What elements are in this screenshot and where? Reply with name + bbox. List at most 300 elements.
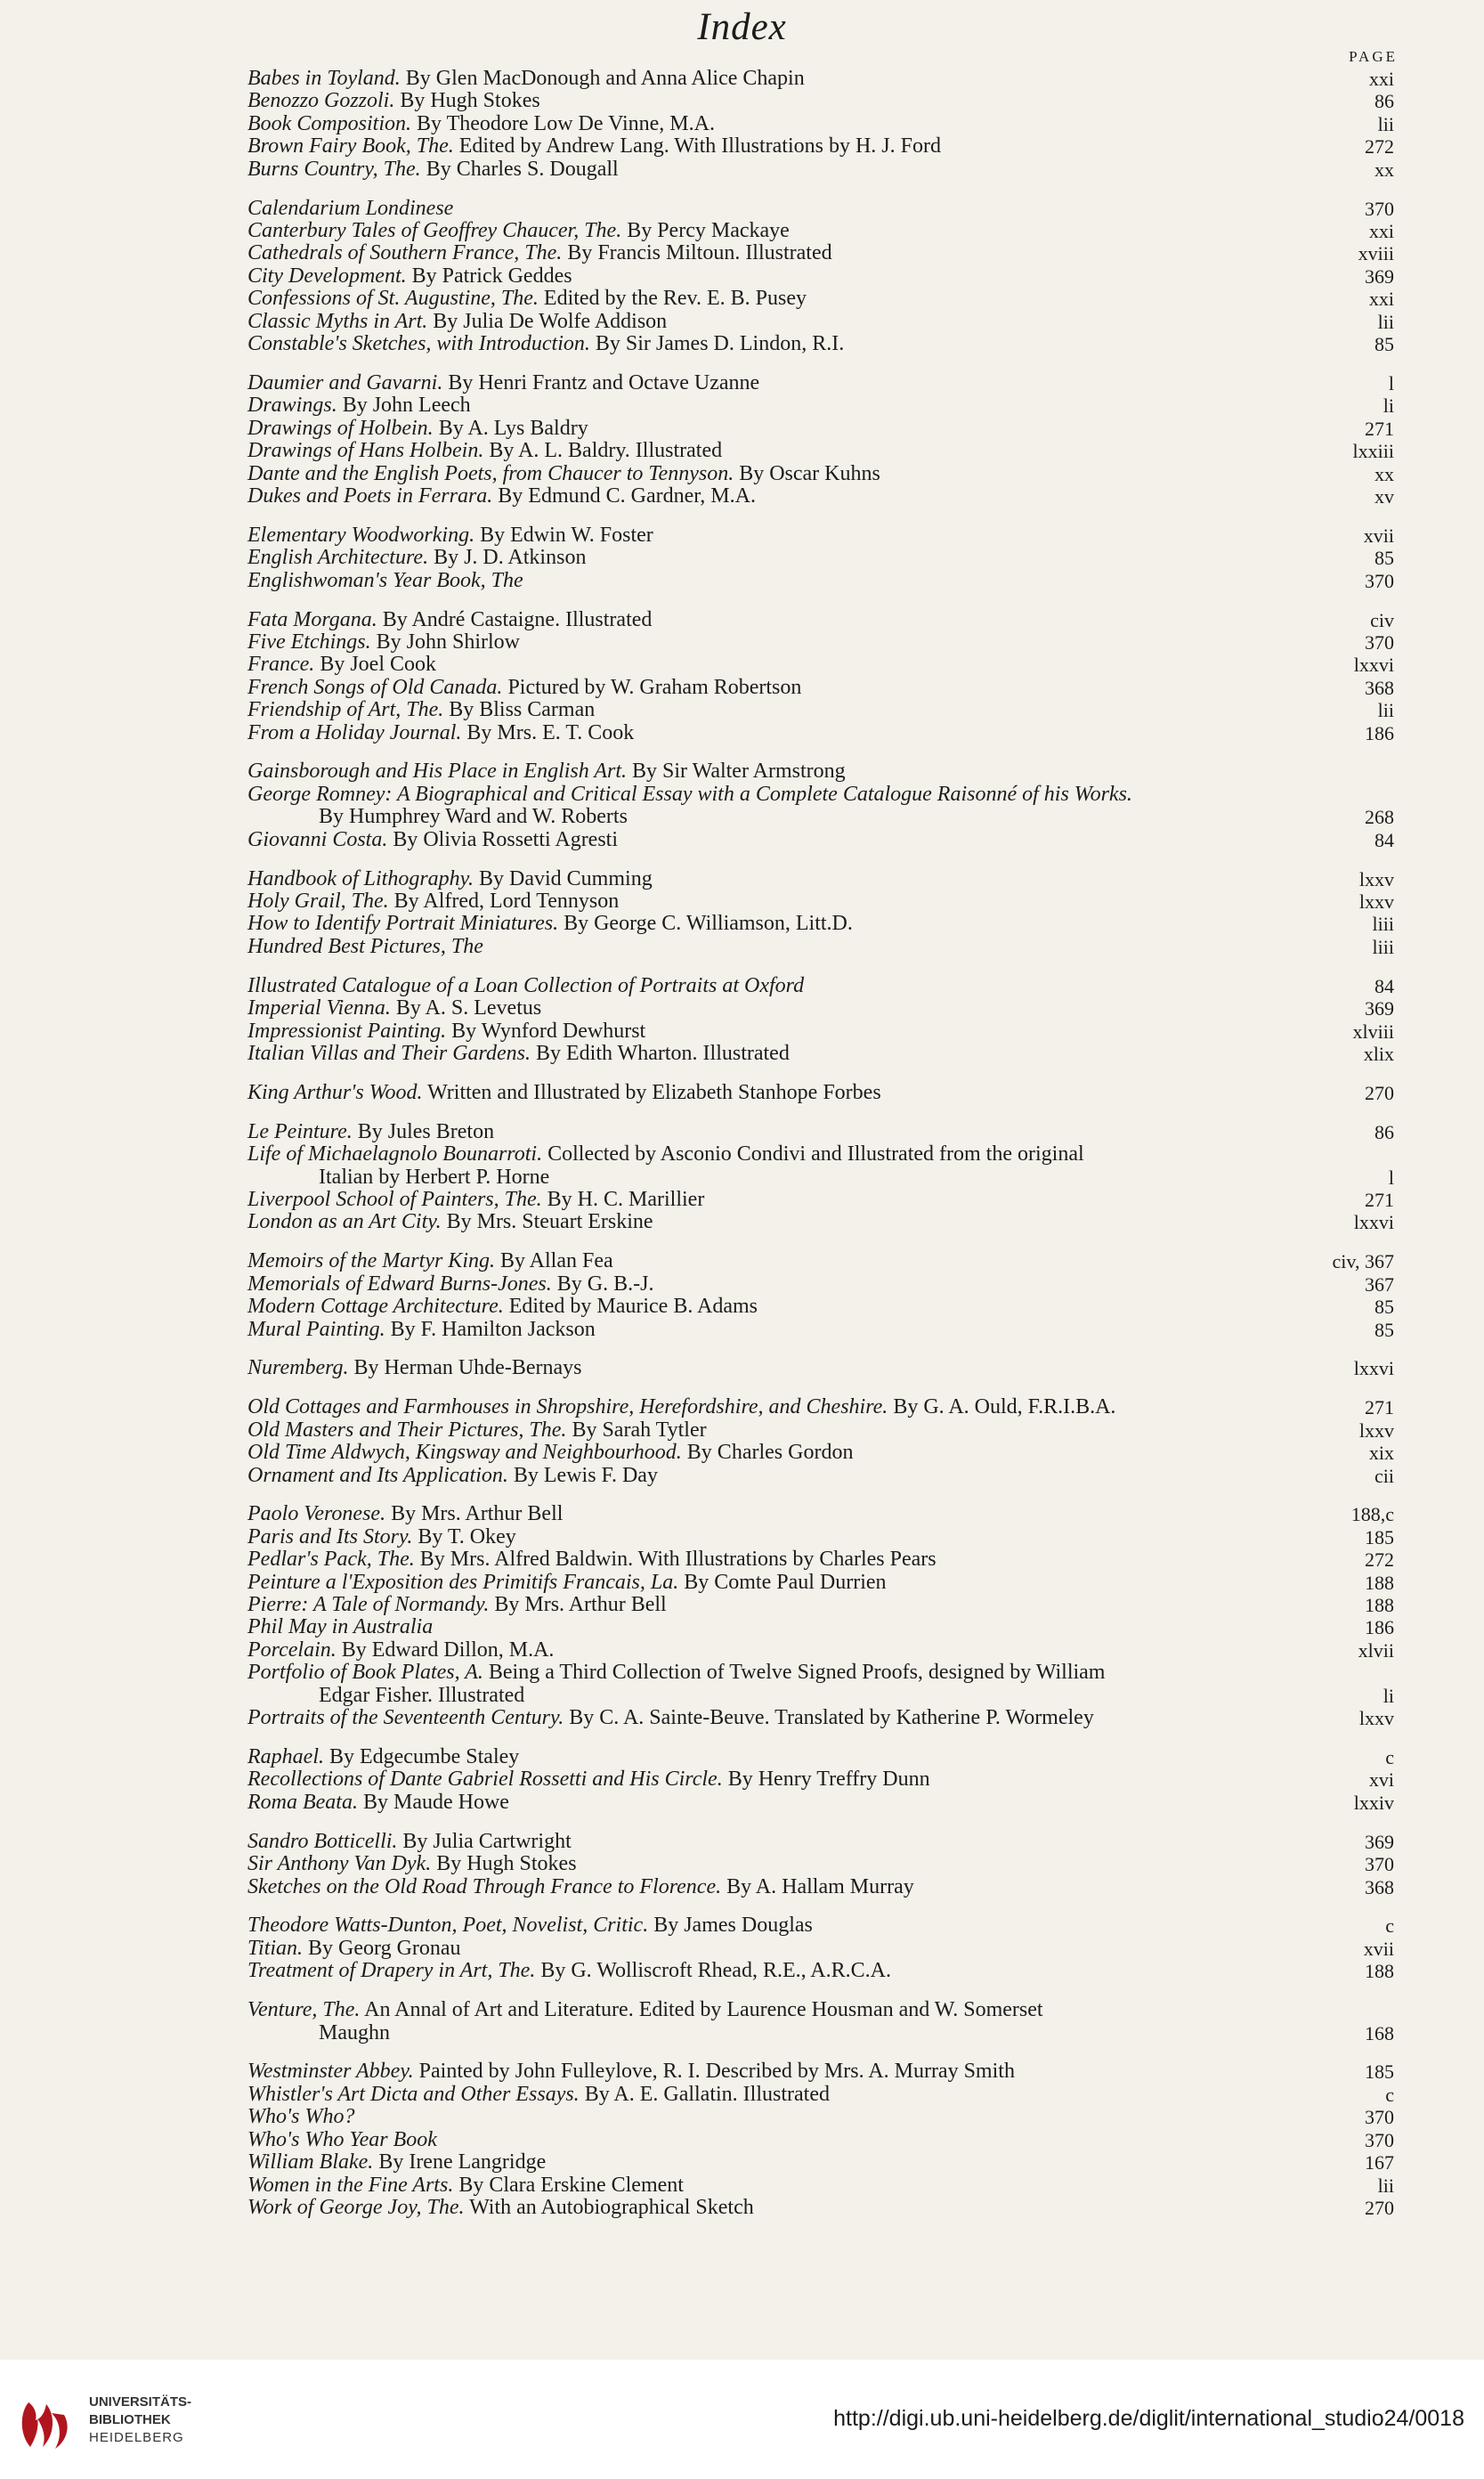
index-group: [247, 1357, 1405, 1379]
entry-description: By Edmund C. Gardner, M.A.: [498, 484, 756, 508]
index-entry: [247, 890, 1405, 913]
entry-title: Old Cottages and Farmhouses in Shropshire, Herefordshire, and Cheshire.: [247, 1395, 888, 1419]
entry-page-number: 271: [1365, 1188, 1394, 1211]
entry-title: From a Holiday Journal.: [247, 720, 462, 744]
entry-page-number: 370: [1365, 569, 1394, 592]
entry-title: Drawings of Holbein.: [247, 416, 434, 440]
entry-description: By David Cumming: [479, 866, 653, 890]
entry-description: By Hugh Stokes: [400, 89, 540, 113]
entry-continuation: Italian by Herbert P. Horne: [319, 1165, 550, 1189]
entry-page-number: 85: [1375, 1296, 1394, 1319]
entry-title: William Blake.: [247, 2150, 374, 2174]
index-entry: [247, 1768, 1405, 1791]
entry-description: By C. A. Sainte-Beuve. Translated by Katherine P. Wormeley: [569, 1706, 1094, 1730]
entry-description: By Francis Miltoun. Illustrated: [567, 241, 832, 265]
entry-title: Englishwoman's Year Book, The: [247, 568, 523, 592]
index-entry: [247, 913, 1405, 935]
entry-title: Burns Country, The.: [247, 157, 421, 181]
entry-page-number: 268: [1365, 806, 1394, 829]
index-entry: [247, 242, 1405, 264]
entry-description: By Allan Fea: [499, 1249, 613, 1273]
entry-title: Women in the Fine Arts.: [247, 2173, 454, 2197]
entry-description: By Wynford Dewhurst: [451, 1019, 646, 1043]
entry-page-number: civ, 367: [1332, 1250, 1394, 1273]
entry-title: Mural Painting.: [247, 1317, 385, 1341]
entry-description: By T. Okey: [418, 1524, 516, 1548]
entry-title: English Architecture.: [247, 546, 429, 570]
entry-description: Being a Third Collection of Twelve Signed Proofs, designed by William: [488, 1661, 1106, 1685]
logo-line-3: HEIDELBERG: [89, 2430, 184, 2445]
entry-description: By Edgecumbe Staley: [328, 1745, 520, 1768]
index-entry: [247, 1319, 1405, 1341]
index-entry: [247, 1938, 1405, 1960]
entry-title: Who's Who?: [247, 2105, 355, 2129]
entry-page-number: 271: [1365, 417, 1394, 440]
entry-page-number: xlviii: [1352, 1020, 1394, 1043]
entry-title: Who's Who Year Book: [247, 2127, 437, 2151]
entry-title: Elementary Woodworking.: [247, 523, 475, 547]
entry-description: By Herman Uhde-Bernays: [353, 1356, 582, 1380]
index-entry: [247, 1792, 1405, 1814]
entry-title: Drawings.: [247, 394, 337, 418]
entry-description: By Charles S. Dougall: [426, 157, 619, 181]
index-entry: [247, 372, 1405, 394]
index-group: [247, 1121, 1405, 1234]
entry-description: With an Autobiographical Sketch: [469, 2195, 754, 2219]
entry-title: Gainsborough and His Place in English Art.: [247, 760, 627, 784]
entry-description: By Mrs. Arthur Bell: [494, 1593, 667, 1617]
entry-title: Giovanni Costa.: [247, 827, 388, 851]
index-entry: [247, 699, 1405, 721]
entry-title: Titian.: [247, 1936, 304, 1960]
index-entry: [247, 524, 1405, 547]
index-entry: [247, 394, 1405, 417]
entry-continuation: Maughn: [319, 2020, 390, 2044]
entry-title: Sketches on the Old Road Through France to Florence.: [247, 1874, 722, 1898]
entry-title: Recollections of Dante Gabriel Rossetti and His Circle.: [247, 1768, 723, 1792]
entry-page-number: lxxiv: [1353, 1791, 1394, 1814]
index-group: [247, 372, 1405, 508]
entry-page-number: xlvii: [1358, 1638, 1394, 1662]
entry-page-number: 369: [1365, 997, 1394, 1020]
entry-title: Liverpool School of Painters, The.: [247, 1187, 542, 1211]
entry-description: By Sarah Tytler: [572, 1418, 707, 1442]
entry-title: Peinture a l'Exposition des Primitifs Francais, La.: [247, 1570, 679, 1594]
entry-description: By Alfred, Lord Tennyson: [393, 890, 620, 913]
entry-page-number: lxxvi: [1353, 1357, 1394, 1380]
index-entry: [247, 997, 1405, 1020]
entry-page-number: li: [1383, 394, 1394, 418]
index-entry: [247, 1914, 1405, 1937]
index-entry: [247, 311, 1405, 333]
entry-description: By G. Wolliscroft Rhead, R.E., A.R.C.A.: [540, 1959, 891, 1983]
entry-page-number: 369: [1365, 1830, 1394, 1853]
entry-page-number: l: [1388, 371, 1394, 394]
entry-title: Paris and Its Story.: [247, 1524, 413, 1548]
entry-title: Nuremberg.: [247, 1356, 349, 1380]
entry-description: An Annal of Art and Literature. Edited by Laurence Housman and W. Somerset: [364, 1998, 1043, 2022]
entry-description: Collected by Asconio Condivi and Illustrated from the original: [547, 1142, 1084, 1166]
entry-page-number: 369: [1365, 264, 1394, 288]
entry-description: By Charles Gordon: [686, 1441, 854, 1465]
index-entry: [247, 1999, 1405, 2044]
entry-description: By Oscar Kuhns: [739, 461, 880, 485]
entry-title: Sir Anthony Van Dyk.: [247, 1852, 432, 1876]
entry-page-number: 186: [1365, 1616, 1394, 1639]
index-group: [247, 1999, 1405, 2044]
entry-page-number: xvii: [1363, 524, 1394, 547]
entry-title: Five Etchings.: [247, 630, 371, 654]
entry-page-number: xxi: [1368, 219, 1394, 242]
entry-title: Handbook of Lithography.: [247, 866, 474, 890]
entry-description: By Olivia Rossetti Agresti: [393, 827, 619, 851]
index-entry: [247, 829, 1405, 851]
index-entry: [247, 868, 1405, 890]
index-entry: [247, 1143, 1405, 1189]
index-entry: [247, 1831, 1405, 1853]
entry-title: London as an Art City.: [247, 1210, 442, 1234]
index-group: [247, 1914, 1405, 1982]
entry-title: Constable's Sketches, with Introduction.: [247, 331, 590, 355]
entry-description: By Maude Howe: [362, 1790, 509, 1814]
entry-description: By André Castaigne. Illustrated: [382, 607, 653, 631]
index-entry: [247, 1211, 1405, 1233]
entry-title: Whistler's Art Dicta and Other Essays.: [247, 2082, 580, 2106]
entry-description: By Glen MacDonough and Anna Alice Chapin: [405, 67, 805, 90]
index-entry: [247, 2197, 1405, 2219]
index-entry: [247, 1121, 1405, 1143]
index-entry: [247, 2129, 1405, 2151]
entry-title: Old Masters and Their Pictures, The.: [247, 1418, 567, 1442]
index-entry: [247, 113, 1405, 135]
entry-description: By G. B.-J.: [556, 1272, 654, 1296]
entry-page-number: xviii: [1358, 242, 1394, 265]
index-group: [247, 609, 1405, 744]
entry-description: By Mrs. Arthur Bell: [391, 1502, 564, 1526]
entry-page-number: 271: [1365, 1396, 1394, 1419]
index-entry: [247, 2106, 1405, 2128]
index-entry: [247, 1548, 1405, 1571]
index-entry: [247, 1465, 1405, 1487]
index-entry: [247, 90, 1405, 112]
entry-description: Painted by John Fulleylove, R. I. Described by Mrs. A. Murray Smith: [418, 2060, 1015, 2084]
entry-description: By Joel Cook: [320, 653, 436, 677]
index-entry: [247, 440, 1405, 462]
entry-page-number: 270: [1365, 1081, 1394, 1104]
entry-description: By George C. Williamson, Litt.D.: [564, 912, 853, 936]
entry-page-number: 370: [1365, 2128, 1394, 2151]
entry-page-number: liii: [1372, 913, 1394, 936]
entry-title: Pedlar's Pack, The.: [247, 1548, 415, 1572]
entry-page-number: lii: [1377, 310, 1394, 333]
index-entry: [247, 1876, 1405, 1898]
entry-page-number: 270: [1365, 2196, 1394, 2219]
entry-page-number: 85: [1375, 547, 1394, 570]
entry-title: Brown Fairy Book, The.: [247, 134, 454, 158]
entry-description: By Jules Breton: [357, 1119, 495, 1143]
entry-description: By A. E. Gallatin. Illustrated: [584, 2082, 830, 2106]
entry-title: Cathedrals of Southern France, The.: [247, 241, 563, 265]
entry-description: By Patrick Geddes: [411, 264, 572, 288]
footer-bar: [0, 2360, 1484, 2479]
entry-title: Venture, The.: [247, 1998, 361, 2022]
entry-description: By J. D. Atkinson: [434, 546, 587, 570]
index-entry: [247, 333, 1405, 355]
entry-continuation: Edgar Fisher. Illustrated: [319, 1683, 525, 1707]
entry-title: Modern Cottage Architecture.: [247, 1295, 504, 1319]
entry-description: By Sir James D. Lindon, R.I.: [595, 331, 845, 355]
entry-page-number: lxxvi: [1353, 1211, 1394, 1234]
entry-page-number: 272: [1365, 1548, 1394, 1572]
index-group: [247, 1250, 1405, 1341]
index-entry: [247, 2084, 1405, 2106]
entry-title: France.: [247, 653, 315, 677]
index-group: [247, 2060, 1405, 2219]
index-entry: [247, 1442, 1405, 1464]
entry-page-number: 167: [1365, 2151, 1394, 2174]
entry-title: Classic Myths in Art.: [247, 309, 428, 333]
index-entry: [247, 1043, 1405, 1065]
index-group: [247, 1503, 1405, 1729]
entry-description: By H. C. Marillier: [547, 1187, 705, 1211]
entry-description: By Hugh Stokes: [436, 1852, 577, 1876]
entry-page-number: 370: [1365, 2106, 1394, 2129]
entry-page-number: lxxv: [1358, 867, 1394, 890]
entry-page-number: 185: [1365, 2060, 1394, 2084]
entry-description: By Julia Cartwright: [402, 1829, 572, 1853]
index-group: [247, 198, 1405, 356]
index-entry: [247, 547, 1405, 569]
index-entry: [247, 2174, 1405, 2197]
entry-page-number: 188,c: [1350, 1503, 1394, 1526]
entry-page-number: xix: [1368, 1442, 1394, 1465]
entry-title: Portfolio of Book Plates, A.: [247, 1661, 483, 1685]
entry-title: Imperial Vienna.: [247, 996, 391, 1020]
index-entry: [247, 1616, 1405, 1638]
page-title: Index: [697, 6, 787, 48]
logo-line-2: BIBLIOTHEK: [89, 2412, 171, 2427]
entry-page-number: 188: [1365, 1594, 1394, 1617]
entry-title: Theodore Watts-Dunton, Poet, Novelist, Critic.: [247, 1914, 649, 1938]
entry-page-number: civ: [1370, 608, 1394, 631]
index-entry: [247, 1594, 1405, 1616]
entry-page-number: xlix: [1363, 1042, 1394, 1065]
index-entry: [247, 1960, 1405, 1982]
entry-title: Paolo Veronese.: [247, 1502, 386, 1526]
index-entry: [247, 265, 1405, 288]
entry-title: Raphael.: [247, 1745, 324, 1768]
index-list: [247, 68, 1405, 2236]
index-entry: [247, 760, 1405, 783]
entry-description: By A. Hallam Murray: [726, 1874, 914, 1898]
entry-title: How to Identify Portrait Miniatures.: [247, 912, 559, 936]
index-group: [247, 68, 1405, 181]
entry-description: Edited by Andrew Lang. With Illustrations by H. J. Ford: [458, 134, 941, 158]
index-entry: [247, 1707, 1405, 1729]
index-entry: [247, 1746, 1405, 1768]
entry-page-number: 370: [1365, 1853, 1394, 1876]
entry-description: By John Leech: [342, 394, 471, 418]
entry-page-number: lii: [1377, 112, 1394, 135]
entry-title: Confessions of St. Augustine, The.: [247, 287, 539, 311]
entry-page-number: xv: [1375, 484, 1394, 508]
logo-line-1: UNIVERSITÄTS-: [89, 2394, 192, 2410]
entry-title: Ornament and Its Application.: [247, 1463, 508, 1487]
source-url-link[interactable]: http://digi.ub.uni-heidelberg.de/diglit/international_studio24/0018: [833, 2406, 1464, 2431]
entry-title: King Arthur's Wood.: [247, 1080, 423, 1104]
entry-page-number: 84: [1375, 974, 1394, 997]
entry-page-number: xxi: [1368, 68, 1394, 90]
index-entry: [247, 975, 1405, 997]
entry-page-number: l: [1388, 1166, 1394, 1189]
index-entry: [247, 1419, 1405, 1442]
entry-page-number: 168: [1365, 2021, 1394, 2044]
entry-description: By F. Hamilton Jackson: [390, 1317, 596, 1341]
entry-title: Pierre: A Tale of Normandy.: [247, 1593, 490, 1617]
index-entry: [247, 68, 1405, 90]
index-group: [247, 868, 1405, 959]
index-entry: [247, 158, 1405, 181]
entry-title: Dukes and Poets in Ferrara.: [247, 484, 493, 508]
entry-description: By Mrs. E. T. Cook: [466, 720, 635, 744]
index-entry: [247, 784, 1405, 829]
entry-page-number: 188: [1365, 1571, 1394, 1594]
entry-title: Memoirs of the Martyr King.: [247, 1249, 495, 1273]
entry-title: Work of George Joy, The.: [247, 2195, 465, 2219]
entry-page-number: 367: [1365, 1272, 1394, 1296]
index-entry: [247, 198, 1405, 220]
entry-title: Holy Grail, The.: [247, 890, 389, 913]
entry-description: By James Douglas: [653, 1914, 813, 1938]
index-group: [247, 524, 1405, 592]
index-entry: [247, 288, 1405, 310]
entry-title: Calendarium Londinese: [247, 196, 454, 220]
entry-page-number: li: [1383, 1684, 1394, 1707]
entry-page-number: xxi: [1368, 288, 1394, 311]
entry-title: Canterbury Tales of Geoffrey Chaucer, The.: [247, 218, 622, 242]
index-entry: [247, 2060, 1405, 2083]
index-entry: [247, 609, 1405, 631]
entry-description: By Mrs. Alfred Baldwin. With Illustrations by Charles Pears: [419, 1548, 937, 1572]
entry-description: By Georg Gronau: [308, 1936, 461, 1960]
entry-page-number: xvi: [1368, 1768, 1394, 1792]
entry-page-number: lxxvi: [1353, 654, 1394, 677]
entry-title: Hundred Best Pictures, The: [247, 934, 483, 958]
entry-page-number: 84: [1375, 828, 1394, 851]
entry-description: By A. L. Baldry. Illustrated: [489, 439, 723, 463]
index-entry: [247, 418, 1405, 440]
entry-page-number: 370: [1365, 630, 1394, 654]
index-entry: [247, 1020, 1405, 1043]
entry-title: Impressionist Painting.: [247, 1019, 447, 1043]
index-entry: [247, 1082, 1405, 1104]
index-entry: [247, 677, 1405, 699]
index-entry: [247, 631, 1405, 654]
entry-continuation: By Humphrey Ward and W. Roberts: [319, 805, 628, 829]
entry-description: By G. A. Ould, F.R.I.B.A.: [893, 1395, 1116, 1419]
index-group: [247, 1082, 1405, 1104]
entry-title: Daumier and Gavarni.: [247, 370, 443, 394]
entry-page-number: 85: [1375, 332, 1394, 355]
entry-page-number: 368: [1365, 1875, 1394, 1898]
entry-title: Roma Beata.: [247, 1790, 358, 1814]
entry-description: Edited by Maurice B. Adams: [508, 1295, 758, 1319]
page-column-label: PAGE: [1349, 48, 1398, 65]
index-group: [247, 975, 1405, 1066]
entry-page-number: 368: [1365, 676, 1394, 699]
entry-title: George Romney: A Biographical and Critical Essay with a Complete Catalogue Raisonné of his Works.: [247, 782, 1132, 806]
index-entry: [247, 1662, 1405, 1707]
entry-title: Illustrated Catalogue of a Loan Collection of Portraits at Oxford: [247, 973, 805, 997]
index-entry: [247, 570, 1405, 592]
entry-description: By Edith Wharton. Illustrated: [536, 1041, 790, 1065]
entry-page-number: 188: [1365, 1960, 1394, 1983]
entry-page-number: lxxv: [1358, 1707, 1394, 1730]
entry-page-number: 186: [1365, 721, 1394, 744]
entry-description: By Clara Erskine Clement: [458, 2173, 684, 2197]
entry-page-number: 185: [1365, 1525, 1394, 1548]
entry-title: Babes in Toyland.: [247, 67, 401, 90]
entry-description: By Henri Frantz and Octave Uzanne: [448, 370, 760, 394]
entry-page-number: 86: [1375, 1120, 1394, 1143]
index-entry: [247, 135, 1405, 158]
entry-page-number: lxxv: [1358, 890, 1394, 913]
index-entry: [247, 1250, 1405, 1272]
entry-description: By Lewis F. Day: [513, 1463, 658, 1487]
entry-description: By Julia De Wolfe Addison: [433, 309, 668, 333]
entry-description: By Mrs. Steuart Erskine: [446, 1210, 653, 1234]
entry-description: By A. S. Levetus: [395, 996, 542, 1020]
logo-wordmark: [89, 2394, 191, 2447]
index-entry: [247, 463, 1405, 485]
entry-page-number: 272: [1365, 135, 1394, 158]
index-group: [247, 1396, 1405, 1487]
entry-title: Westminster Abbey.: [247, 2060, 414, 2084]
entry-title: Le Peinture.: [247, 1119, 353, 1143]
entry-description: By Edward Dillon, M.A.: [341, 1638, 555, 1662]
index-entry: [247, 1273, 1405, 1296]
entry-title: Memorials of Edward Burns-Jones.: [247, 1272, 552, 1296]
entry-title: Benozzo Gozzoli.: [247, 89, 395, 113]
entry-title: Phil May in Australia: [247, 1615, 434, 1639]
entry-title: Italian Villas and Their Gardens.: [247, 1041, 531, 1065]
entry-description: Edited by the Rev. E. B. Pusey: [543, 287, 807, 311]
entry-title: French Songs of Old Canada.: [247, 675, 503, 699]
entry-page-number: 370: [1365, 197, 1394, 220]
entry-description: By Henry Treffry Dunn: [727, 1768, 930, 1792]
index-entry: [247, 220, 1405, 242]
index-entry: [247, 2151, 1405, 2174]
entry-description: Pictured by W. Graham Robertson: [507, 675, 802, 699]
index-group: [247, 1746, 1405, 1814]
index-entry: [247, 1853, 1405, 1875]
index-entry: [247, 1357, 1405, 1379]
entry-page-number: c: [1385, 2083, 1394, 2106]
index-entry: [247, 1639, 1405, 1662]
entry-page-number: lxxiii: [1352, 440, 1394, 463]
entry-page-number: lxxv: [1358, 1418, 1394, 1442]
index-entry: [247, 1296, 1405, 1318]
index-group: [247, 760, 1405, 851]
entry-title: Dante and the English Poets, from Chaucer to Tennyson.: [247, 461, 734, 485]
entry-page-number: c: [1385, 1746, 1394, 1768]
index-entry: [247, 1396, 1405, 1418]
index-entry: [247, 1572, 1405, 1594]
entry-page-number: lii: [1377, 2174, 1394, 2197]
entry-title: Old Time Aldwych, Kingsway and Neighbourhood.: [247, 1441, 682, 1465]
entry-description: By Sir Walter Armstrong: [632, 760, 846, 784]
entry-title: Porcelain.: [247, 1638, 337, 1662]
